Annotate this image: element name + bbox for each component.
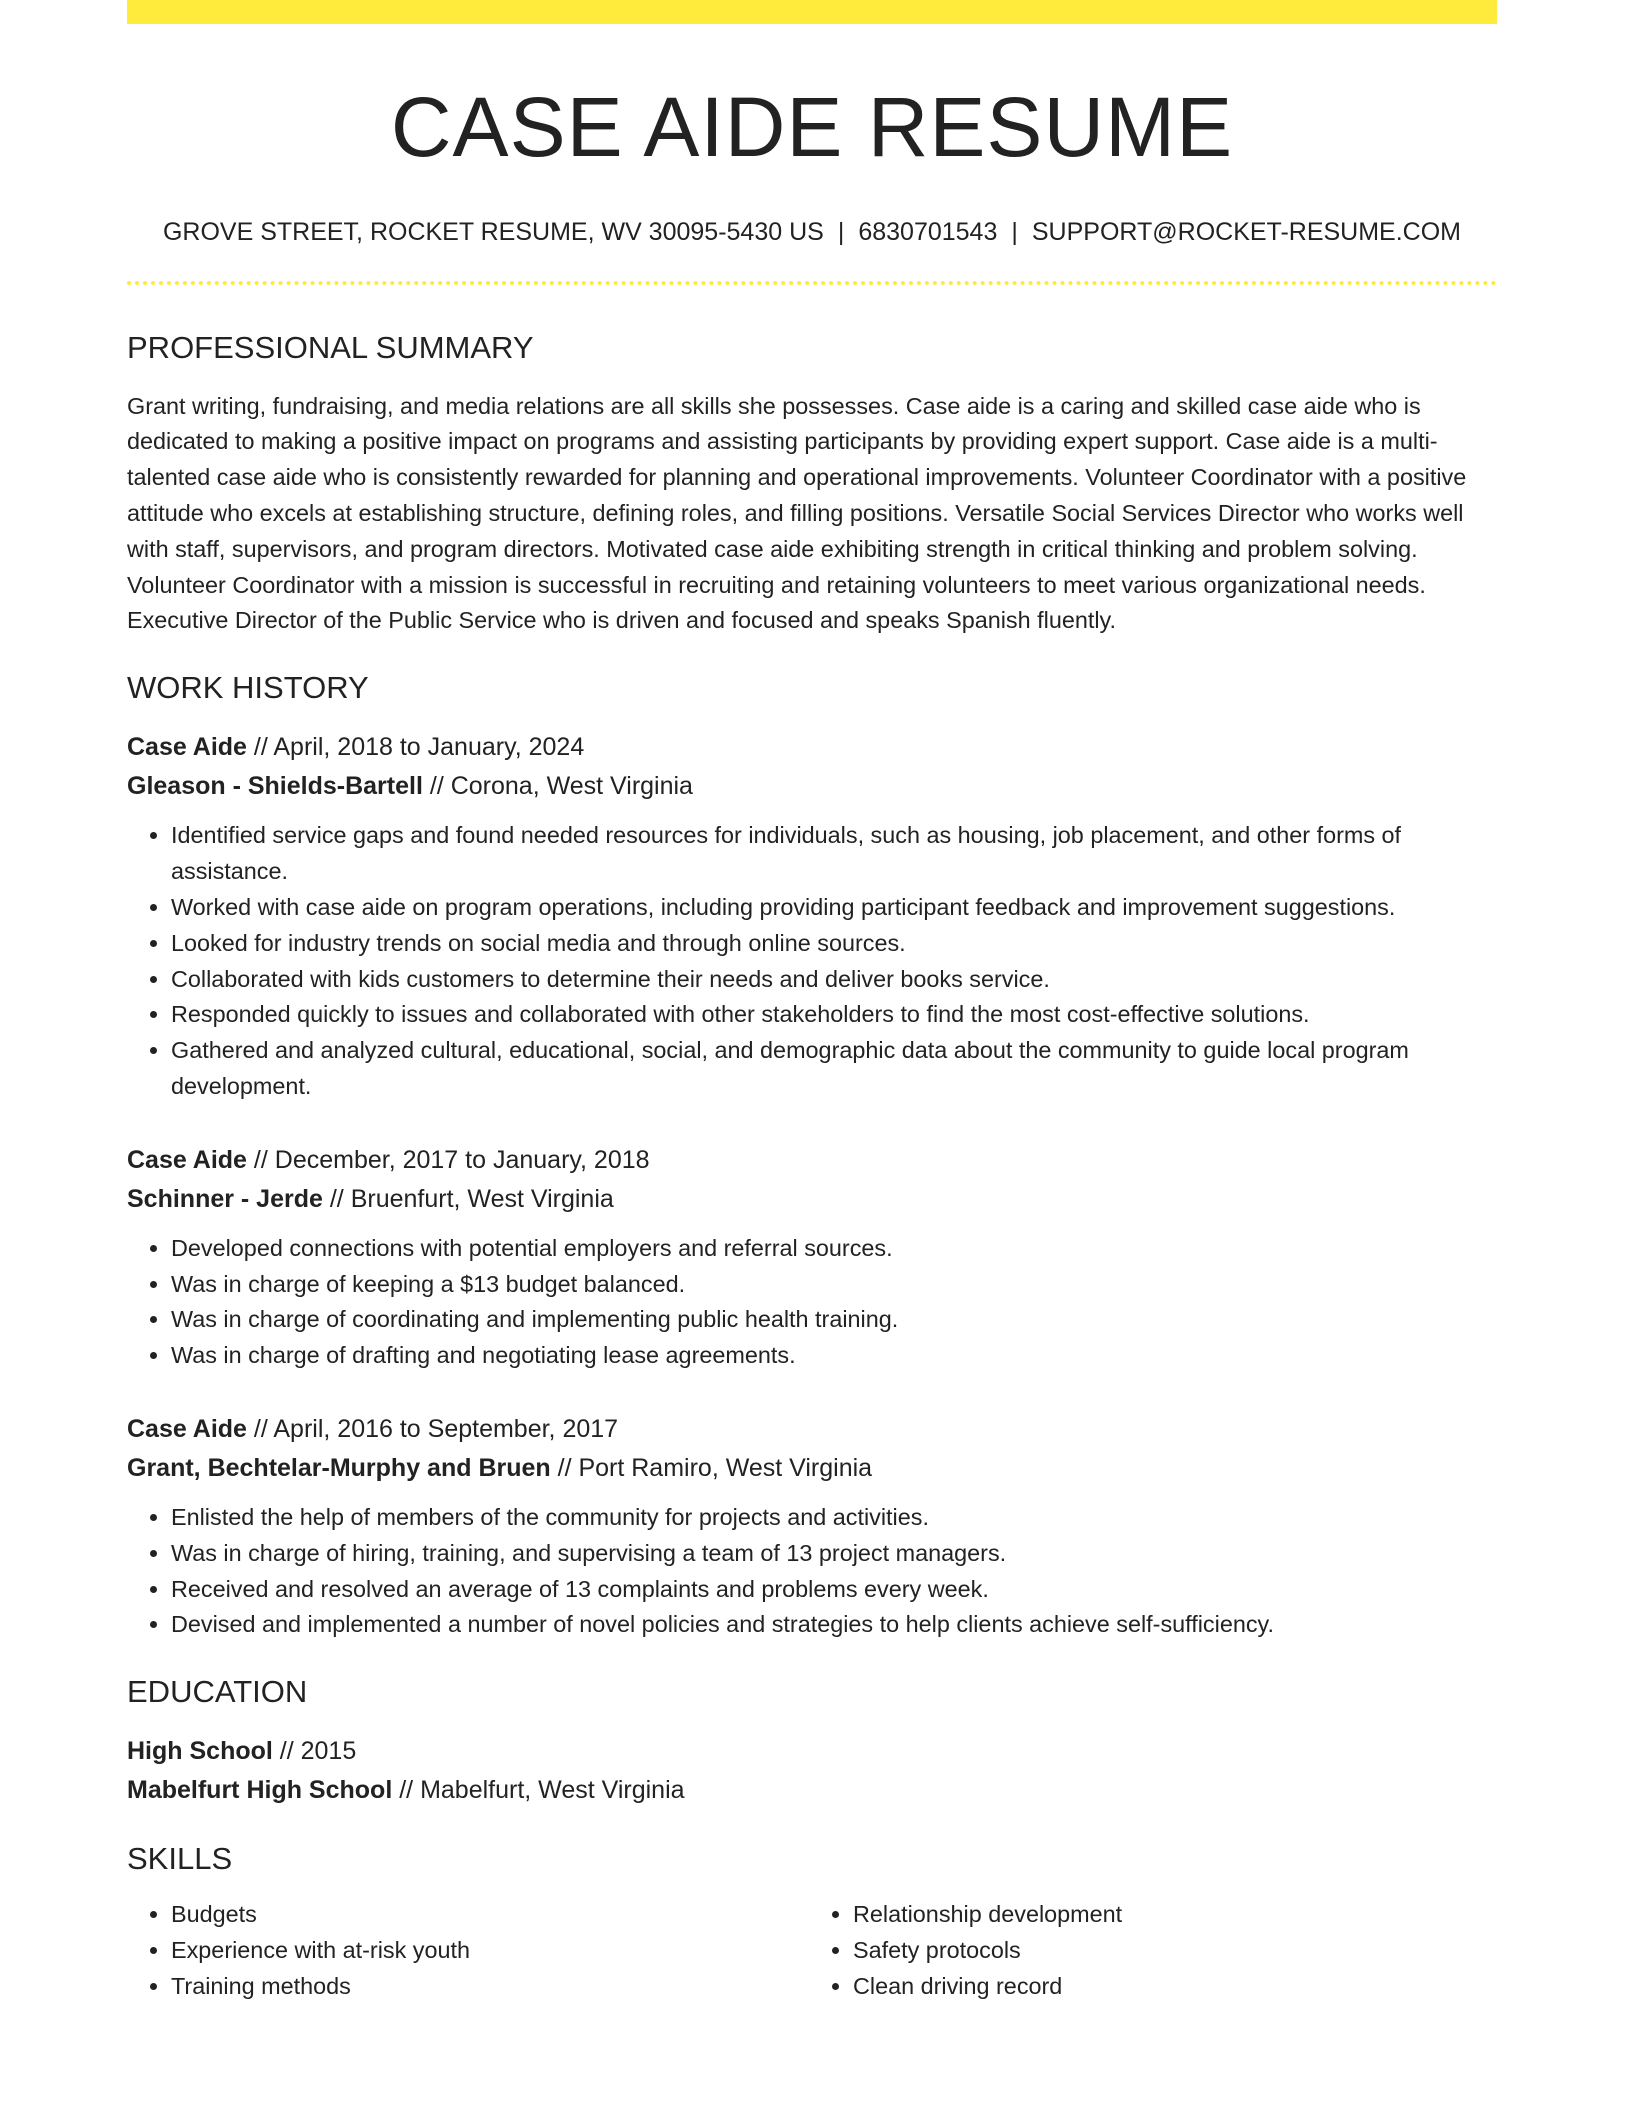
job-bullet: • Worked with case aide on program operations, including providing participant feedback and improvement suggestions. xyxy=(171,890,1497,926)
job-title: Case Aide xyxy=(127,1145,247,1174)
job-location: // Bruenfurt, West Virginia xyxy=(329,1184,614,1213)
education-school: Mabelfurt High School xyxy=(127,1776,393,1805)
job-bullet: • Gathered and analyzed cultural, educational, social, and demographic data about the community to guide local program development. xyxy=(171,1033,1497,1105)
job-bullets xyxy=(127,818,1497,1104)
job-company-line xyxy=(127,1180,1497,1219)
contact-email: SUPPORT@ROCKET-RESUME.COM xyxy=(1031,218,1462,247)
skill-item: • Training methods xyxy=(171,1969,801,2005)
education-school-line xyxy=(127,1771,1497,1810)
job-bullets xyxy=(127,1500,1497,1643)
skills-list xyxy=(127,1897,1497,2004)
job-bullet: • Was in charge of keeping a $13 budget balanced. xyxy=(171,1267,1497,1303)
job-bullet: • Enlisted the help of members of the community for projects and activities. xyxy=(171,1500,1497,1536)
job-dates: // April, 2018 to January, 2024 xyxy=(253,733,585,762)
job-bullet: • Collaborated with kids customers to determine their needs and deliver books service. xyxy=(171,962,1497,998)
job-bullet: • Responded quickly to issues and collaborated with other stakeholders to find the most cost-effective solutions. xyxy=(171,997,1497,1033)
contact-separator: | xyxy=(837,218,845,247)
resume-page xyxy=(127,0,1497,2005)
skills-heading: SKILLS xyxy=(127,1841,233,1877)
skill-item: • Relationship development xyxy=(853,1897,1483,1933)
job-entry xyxy=(127,1141,1497,1374)
resume-title: CASE AIDE RESUME xyxy=(390,80,1234,174)
job-bullet: • Identified service gaps and found needed resources for individuals, such as housing, job placement, and other forms of assistance. xyxy=(171,818,1497,890)
job-bullet: • Was in charge of drafting and negotiating lease agreements. xyxy=(171,1338,1497,1374)
skills-column-1 xyxy=(127,1897,801,2004)
job-bullet: • Was in charge of hiring, training, and supervising a team of 13 project managers. xyxy=(171,1536,1497,1572)
job-bullet: • Devised and implemented a number of novel policies and strategies to help clients achieve self-sufficiency. xyxy=(171,1607,1497,1643)
education-location: // Mabelfurt, West Virginia xyxy=(399,1776,685,1805)
job-title: Case Aide xyxy=(127,733,247,762)
top-accent-bar xyxy=(127,0,1497,24)
job-bullet: • Looked for industry trends on social media and through online sources. xyxy=(171,926,1497,962)
job-company-line xyxy=(127,767,1497,806)
job-title: Case Aide xyxy=(127,1414,247,1443)
summary-heading: PROFESSIONAL SUMMARY xyxy=(127,330,534,366)
skills-column-2 xyxy=(801,1897,1483,2004)
job-bullet: • Developed connections with potential employers and referral sources. xyxy=(171,1231,1497,1267)
summary-text: Grant writing, fundraising, and media relations are all skills she possesses. Case aide is a caring and skilled case aide who is dedicated to making a positive impact on programs and assisting participants by providing expert support. Case aide is a multi-talented case aide who is consistently rewarded for planning and operational improvements. Volunteer Coordinator with a positive attitude who excels at establishing structure, defining roles, and filling positions. Versatile Social Services Director who works well with staff, supervisors, and program directors. Motivated case aide exhibiting strength in critical thinking and problem solving. Volunteer Coordinator with a mission is successful in recruiting and retaining volunteers to meet various organizational needs. Executive Director of the Public Service who is driven and focused and speaks Spanish fluently. xyxy=(127,392,1467,634)
job-company: Grant, Bechtelar-Murphy and Bruen xyxy=(127,1453,551,1482)
job-entry xyxy=(127,1410,1497,1643)
job-bullet: • Was in charge of coordinating and implementing public health training. xyxy=(171,1302,1497,1338)
education-degree-line xyxy=(127,1732,1497,1771)
education-entry xyxy=(127,1732,1497,1810)
job-bullets xyxy=(127,1231,1497,1374)
dotted-divider xyxy=(127,281,1497,285)
skill-item: • Clean driving record xyxy=(853,1969,1483,2005)
job-location: // Port Ramiro, West Virginia xyxy=(557,1453,873,1482)
job-company: Schinner - Jerde xyxy=(127,1184,323,1213)
skill-item: • Safety protocols xyxy=(853,1933,1483,1969)
job-title-line xyxy=(127,728,1497,767)
education-degree: High School xyxy=(127,1737,273,1766)
job-dates: // April, 2016 to September, 2017 xyxy=(253,1414,619,1443)
job-company: Gleason - Shields-Bartell xyxy=(127,772,423,801)
job-bullet: • Received and resolved an average of 13 complaints and problems every week. xyxy=(171,1572,1497,1608)
skill-item: • Budgets xyxy=(171,1897,801,1933)
education-heading: EDUCATION xyxy=(127,1674,308,1710)
job-company-line xyxy=(127,1449,1497,1488)
job-title-line xyxy=(127,1410,1497,1449)
job-location: // Corona, West Virginia xyxy=(429,772,693,801)
job-dates: // December, 2017 to January, 2018 xyxy=(253,1145,650,1174)
contact-separator: | xyxy=(1011,218,1018,247)
job-entry xyxy=(127,728,1497,1104)
contact-phone: 6830701543 xyxy=(858,218,998,247)
work-history-heading: WORK HISTORY xyxy=(127,670,369,706)
contact-line xyxy=(127,217,1497,247)
education-year: // 2015 xyxy=(279,1737,357,1766)
job-title-line xyxy=(127,1141,1497,1180)
skill-item: • Experience with at-risk youth xyxy=(171,1933,801,1969)
contact-address: GROVE STREET, ROCKET RESUME, WV 30095-5430 US xyxy=(162,218,824,247)
